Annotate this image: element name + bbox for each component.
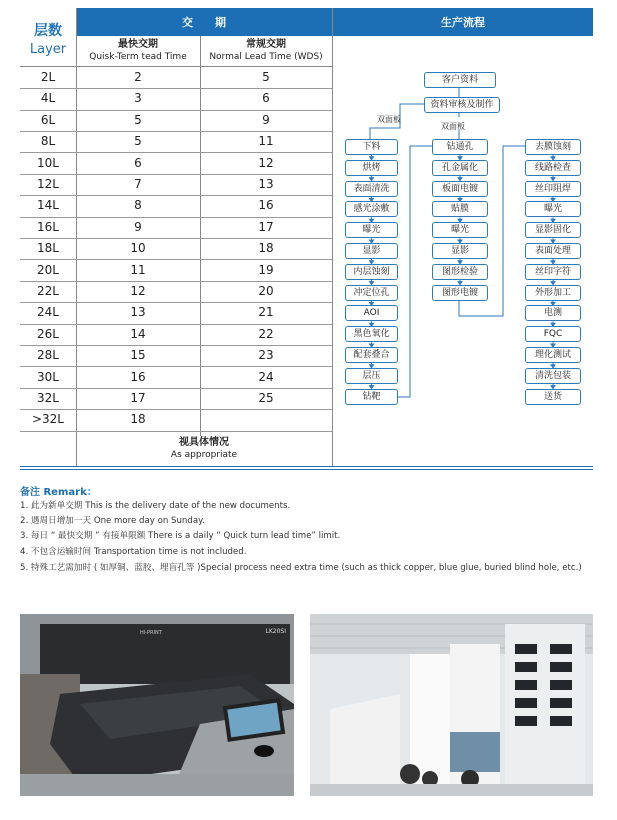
- layer-cell: 6L: [40, 112, 56, 127]
- flow-step-col1-2: 表面清洗: [345, 181, 398, 197]
- layer-header-en: Layer: [29, 42, 67, 57]
- factory-racks-illustration: [310, 614, 593, 796]
- remark-item: 2. 遇周日增加一天 One more day on Sunday.: [20, 516, 205, 526]
- normal-cell: 22: [258, 326, 274, 341]
- flow-step-col2-5: 显影: [432, 243, 488, 259]
- machine-model-label: LK20SI: [265, 628, 286, 635]
- flow-step-col3-2: 丝印阻焊: [525, 181, 581, 197]
- flow-step-col2-7: 图形电镀: [432, 285, 488, 301]
- asap-en: As appropriate: [170, 450, 238, 460]
- fastest-cell: 2: [134, 70, 142, 84]
- flow-step-col3-8: 电测: [525, 305, 581, 321]
- normal-cell: 17: [258, 219, 274, 234]
- fastest-cell: 14: [130, 326, 146, 341]
- layer-cell: 2L: [40, 70, 56, 84]
- layer-cell: 26L: [37, 326, 59, 341]
- layer-header-cn: 层数: [34, 23, 62, 39]
- normal-cell: 13: [258, 177, 274, 191]
- double-sided-note-left: 双面板: [377, 115, 401, 124]
- printer-machine-illustration: [20, 614, 294, 796]
- flow-step-col2-0: 钻通孔: [432, 139, 488, 155]
- normal-cell: 20: [258, 284, 274, 298]
- flow-step-col3-1: 线路检查: [525, 160, 581, 176]
- fastest-cell: 18: [130, 412, 146, 427]
- normal-cell: 23: [258, 348, 274, 363]
- flow-step-col1-1: 烘烤: [345, 160, 398, 176]
- layer-cell: 24L: [37, 305, 59, 320]
- flow-step-col3-12: 送货: [525, 389, 581, 405]
- fastest-header-cn: 最快交期: [118, 39, 158, 50]
- flow-step-col2-6: 图形检验: [432, 264, 488, 280]
- normal-cell: 18: [258, 241, 274, 256]
- normal-cell: 11: [258, 134, 274, 149]
- normal-cell: 5: [262, 70, 270, 84]
- layer-cell: 14L: [37, 198, 59, 213]
- remark-item: 5. 特殊工艺需加时 ( 如厚铜、蓝胶、埋盲孔等 )Special process need extra time (such as thick copper, blue glue, buried blind hole, etc.): [20, 563, 582, 573]
- fastest-cell: 11: [130, 262, 146, 277]
- flow-title: 生产流程: [441, 16, 485, 29]
- flow-step-col1-3: 感光涂敷: [345, 201, 398, 217]
- delivery-header: 交 期: [182, 16, 226, 29]
- flow-step-col3-0: 去膜蚀刻: [525, 139, 581, 155]
- fastest-cell: 17: [130, 391, 146, 405]
- flow-step-col1-5: 显影: [345, 243, 398, 259]
- flow-step-col3-4: 显影固化: [525, 222, 581, 238]
- remark-item: 3. 每日 “ 最快交期 ” 有接单限额 There is a daily “ Quick turn lead time” limit.: [20, 531, 341, 541]
- flow-step-col2-2: 板面电镀: [432, 181, 488, 197]
- flow-step-col2-4: 曝光: [432, 222, 488, 238]
- normal-cell: 25: [258, 391, 274, 405]
- normal-cell: 19: [258, 262, 274, 277]
- machine-brand-label: HI-PRINT: [140, 630, 162, 636]
- fastest-cell: 5: [134, 134, 142, 149]
- layer-cell: 12L: [37, 177, 59, 191]
- fastest-cell: 6: [134, 155, 142, 170]
- layer-cell: >32L: [31, 412, 64, 427]
- flow-step-col3-7: 外形加工: [525, 285, 581, 301]
- fastest-cell: 3: [134, 91, 142, 106]
- normal-cell: 16: [258, 198, 274, 213]
- flow-step-col1-4: 曝光: [345, 222, 398, 238]
- layer-cell: 20L: [37, 262, 59, 277]
- double-sided-note-mid: 双面板: [441, 122, 465, 131]
- layer-cell: 4L: [40, 91, 56, 106]
- fastest-header-en: Quisk-Term tead Time: [89, 52, 187, 62]
- fastest-cell: 9: [134, 219, 142, 234]
- flow-step-col1-6: 内层蚀刻: [345, 264, 398, 280]
- normal-cell: 24: [258, 369, 274, 384]
- flow-step-col2-1: 孔金属化: [432, 160, 488, 176]
- fastest-cell: 12: [130, 284, 146, 298]
- fastest-cell: 10: [130, 241, 146, 256]
- normal-cell: 21: [258, 305, 274, 320]
- flow-step-customer-data: 客户资料: [424, 72, 496, 88]
- remark-item: 4. 不包含运输时间 Transportation time is not included.: [20, 547, 247, 557]
- layer-cell: 8L: [40, 134, 56, 149]
- layer-cell: 18L: [37, 241, 59, 256]
- factory-photo-racks: [310, 614, 593, 796]
- fastest-cell: 16: [130, 369, 146, 384]
- normal-header-en: Normal Lead Time (WDS): [209, 52, 323, 62]
- fastest-cell: 13: [130, 305, 146, 320]
- normal-header-cn: 常规交期: [246, 39, 286, 50]
- factory-photo-printer: [20, 614, 294, 796]
- normal-cell: 12: [258, 155, 274, 170]
- layer-cell: 32L: [37, 391, 59, 405]
- flow-step-col3-3: 曝光: [525, 201, 581, 217]
- layer-cell: 10L: [37, 155, 59, 170]
- flow-step-col3-11: 清洗包装: [525, 368, 581, 384]
- flow-step-col1-9: 黑色氧化: [345, 326, 398, 342]
- layer-cell: 16L: [37, 219, 59, 234]
- layer-cell: 30L: [37, 369, 59, 384]
- flow-step-col3-5: 表面处理: [525, 243, 581, 259]
- normal-cell: 6: [262, 91, 270, 106]
- fastest-cell: 5: [134, 112, 142, 127]
- remark-item: 1. 此为新单交期 This is the delivery date of the new documents.: [20, 501, 291, 511]
- flow-step-col1-0: 下料: [345, 139, 398, 155]
- fastest-cell: 15: [130, 348, 146, 363]
- flow-step-col1-7: 冲定位孔: [345, 285, 398, 301]
- layer-cell: 28L: [37, 348, 59, 363]
- flow-step-col1-11: 层压: [345, 368, 398, 384]
- remark-title: 备注 Remark：: [20, 487, 97, 498]
- normal-cell: 9: [262, 112, 270, 127]
- flow-step-col2-3: 贴膜: [432, 201, 488, 217]
- flow-step-col1-8: AOI: [345, 305, 398, 321]
- flow-step-col3-10: 理化测试: [525, 347, 581, 363]
- fastest-cell: 8: [134, 198, 142, 213]
- flow-step-data-review: 资料审核及制作: [424, 97, 500, 113]
- layer-cell: 22L: [37, 284, 59, 298]
- fastest-cell: 7: [134, 177, 142, 191]
- flow-step-col3-6: 丝印字符: [525, 264, 581, 280]
- flow-step-col1-10: 配套叠合: [345, 347, 398, 363]
- asap-cn: 视具体情况: [179, 437, 229, 448]
- flow-step-col1-12: 钻靶: [345, 389, 398, 405]
- flow-step-col3-9: FQC: [525, 326, 581, 342]
